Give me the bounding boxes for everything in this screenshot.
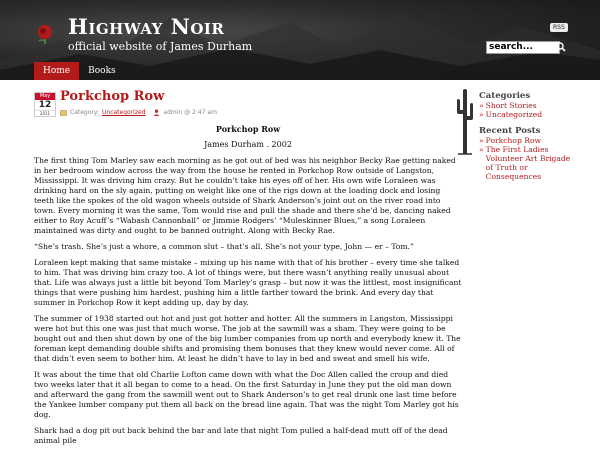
post-date bbox=[34, 92, 56, 117]
post-byline: admin @ 2:47 am bbox=[163, 109, 217, 116]
date-day: 12 bbox=[38, 100, 52, 110]
categories-heading: Categories bbox=[479, 91, 531, 101]
sidebar bbox=[479, 91, 579, 188]
category-link[interactable]: Uncategorized bbox=[102, 109, 146, 116]
paragraph: Shark had a dog pit out back behind the bar and late that night Tom pulled a half-dead mutt off of the dead animal pile bbox=[34, 426, 448, 445]
recent-posts-heading: Recent Posts bbox=[479, 126, 541, 136]
paragraph: Loraleen kept making that same mistake – mixing up his name with that of his brother – every time she talked to him. That was driving him crazy too. A lot of things were, but there wasn’t anything really unusual about that. Life was always just a little bit beyond Tom Marley’s grasp – but now it was the littlest, most insignificant things that were pushing him hardest, pushing him a little farther toward the brink. And every day that summer in Porkchop Row it kept adding up, day by day. bbox=[34, 258, 462, 307]
rss-button[interactable]: RSS bbox=[550, 23, 568, 32]
folder-icon bbox=[60, 109, 67, 116]
date-month: May bbox=[35, 93, 55, 100]
post-title[interactable]: Porkchop Row bbox=[60, 89, 165, 104]
post-meta bbox=[60, 109, 217, 116]
recent-post-item[interactable]: » Porkchop Row bbox=[479, 136, 542, 145]
date-year: 2011 bbox=[35, 110, 55, 116]
site-header bbox=[0, 0, 600, 80]
story-title: Porkchop Row bbox=[215, 124, 281, 134]
categories-list bbox=[479, 101, 579, 119]
site-title[interactable]: Highway Noir bbox=[68, 14, 225, 39]
search-input[interactable]: search... bbox=[486, 41, 560, 54]
rose-logo-icon bbox=[34, 22, 56, 44]
recent-posts-list bbox=[479, 136, 579, 181]
paragraph: It was about the time that old Charlie Lofton came down with what the Doc Allen called the croup and died two weeks later that it all began to come to a head. On the first Saturday in June they put the old man down and afterward the gang from the sawmill went out to Shark Anderson’s to get real drunk one last time before the Yankee lumber company put them all back on the bread line again. That was the night Tom Marley got his dog. bbox=[34, 370, 459, 419]
paragraph: “She’s trash. She’s just a whore, a common slut – that’s all. She’s not your type, John — er – Tom.” bbox=[34, 242, 414, 251]
site-description: official website of James Durham bbox=[68, 40, 253, 53]
category-prefix: Category: bbox=[70, 109, 99, 116]
category-item[interactable]: » Uncategorized bbox=[479, 110, 543, 119]
search-icon[interactable] bbox=[556, 42, 566, 52]
main-nav bbox=[34, 62, 125, 80]
nav-item-books[interactable]: Books bbox=[88, 66, 116, 76]
paragraph: The summer of 1938 started out hot and just got hotter and hotter. All the summers in Langston, Mississippi were hot but this one was just that much worse. The job at the sawmill was a sham. They were going to be bought out and then shut down by one of the big lumber companies from up north and everybody knew it. The foreman kept demanding double shifts and promising them bonuses that they knew would never come. All of that didn’t even seem to bother him. At least he didn’t have to lay in bed and sweat and smell his wife. bbox=[34, 314, 461, 363]
category-item[interactable]: » Short Stories bbox=[479, 101, 537, 110]
paragraph: The first thing Tom Marley saw each morning as he got out of bed was his neighbor Becky Rae getting naked in her bedroom window across the way from the house he rented in Porkchop Row outside of Langston, Mississippi. It was driving him crazy. But he couldn’t take his eyes off of her. His own wife Loraleen was drinking hard on the sly again, putting on weight like one of the rigs down at the loading dock and losing teeth like the spokes of the old wagon wheels outside of Shark Anderson’s joint out on the river road into town. Every morning it was the same, Tom would rise and pull the shade and there she’d be, dancing naked either to Roy Acuff’s “Wabash Cannonball” or Jimmie Rodgers’ “Muleskinner Blues,” a song Loraleen maintained was dirty and ought to be banned outright. Along with Becky Rae. bbox=[34, 156, 456, 235]
recent-post-item[interactable]: » The First Ladies Volunteer Art Brigade of Truth or Consequences bbox=[479, 145, 571, 181]
saguaro-cactus-icon bbox=[454, 88, 476, 156]
story-byline: James Durham . 2002 bbox=[204, 140, 292, 149]
post-content bbox=[34, 124, 462, 452]
user-icon bbox=[153, 109, 160, 116]
nav-item-home[interactable]: Home bbox=[34, 62, 79, 80]
